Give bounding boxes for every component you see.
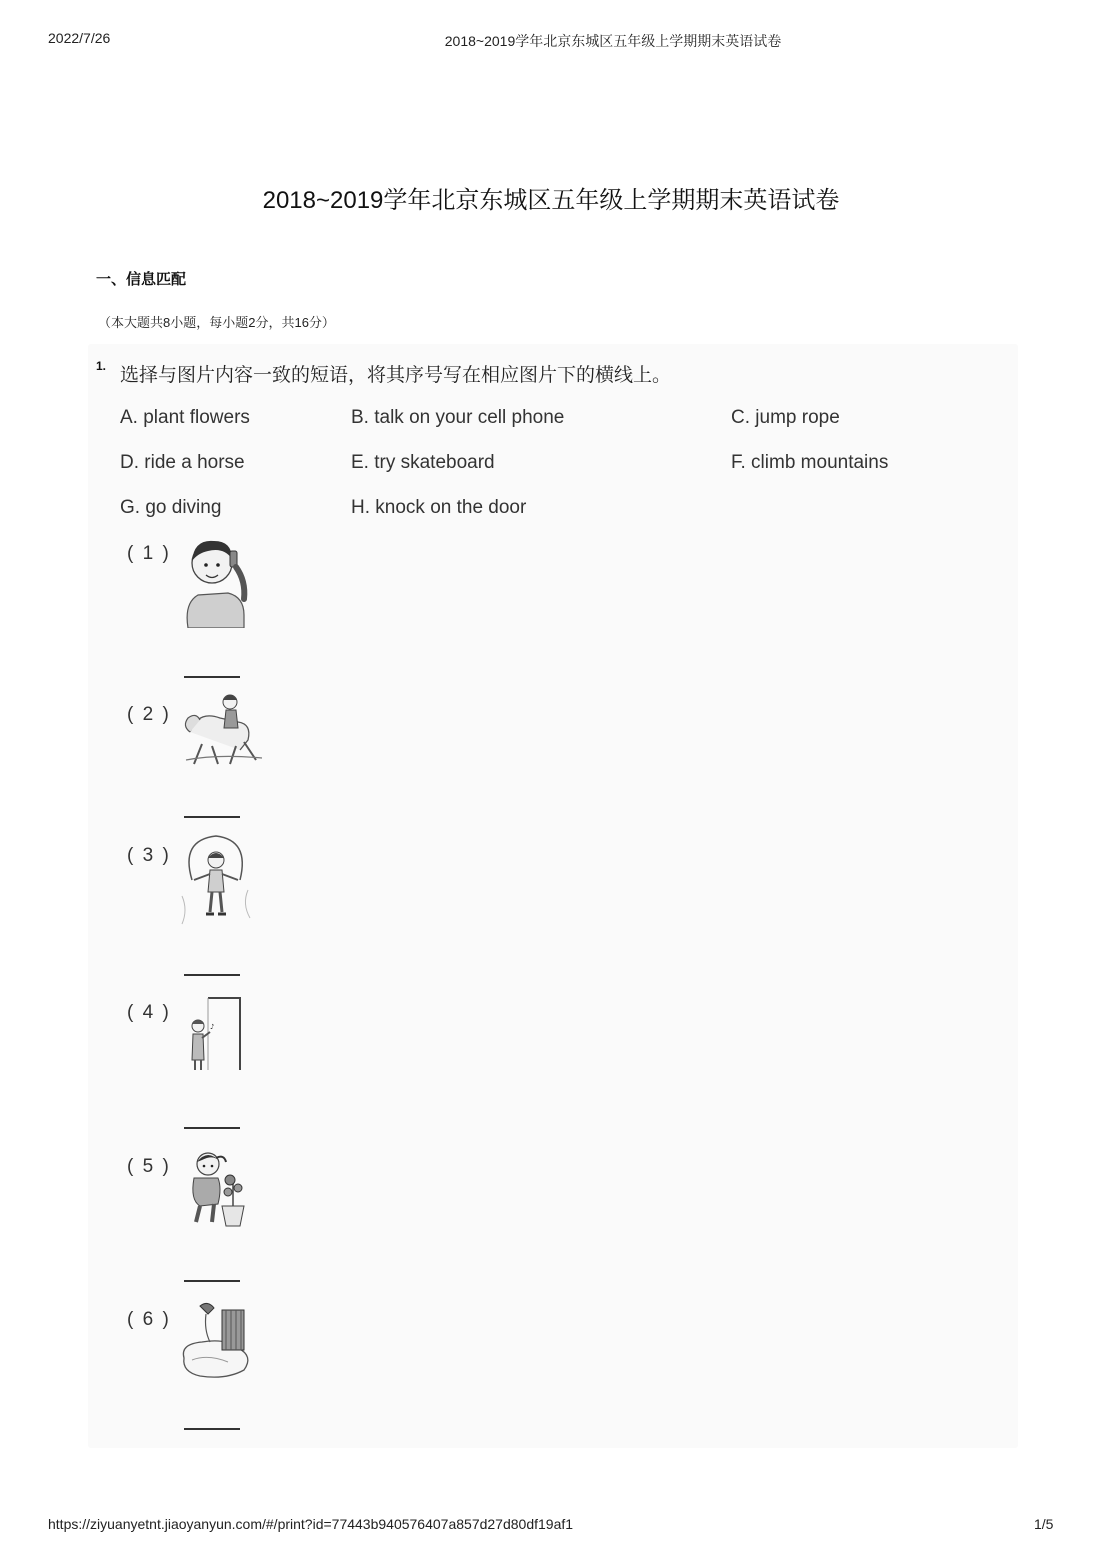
footer-url[interactable]: https://ziyuanyetnt.jiaoyanyun.com/#/print?id=77443b940576407a857d27d80df19af1 [48,1516,574,1532]
water-splash-picture [178,1300,256,1382]
question-number: 1. [96,359,107,373]
answer-blank[interactable] [184,1127,240,1129]
girl-planting-flowers-picture [178,1146,254,1230]
answer-blank[interactable] [184,1280,240,1282]
print-header-title: 2018~2019学年北京东城区五年级上学期期末英语试卷 [444,33,782,49]
item-label: ( 6 ) [127,1309,171,1330]
item-label: ( 4 ) [127,1002,171,1023]
option-h: H. knock on the door [351,497,527,518]
option-c: C. jump rope [731,407,840,428]
answer-blank[interactable] [184,816,240,818]
girl-riding-horse-picture [178,688,270,768]
girl-knocking-door-picture [178,994,244,1074]
answer-blank[interactable] [184,974,240,976]
answer-blank[interactable] [184,676,240,678]
option-g: G. go diving [120,497,222,518]
page-number: 1/5 [1034,1516,1054,1532]
document-title: 2018~2019学年北京东城区五年级上学期期末英语试卷 [262,187,840,214]
option-b: B. talk on your cell phone [351,407,565,428]
print-date: 2022/7/26 [48,30,111,46]
option-d: D. ride a horse [120,452,245,473]
item-label: ( 5 ) [127,1156,171,1177]
option-f: F. climb mountains [731,452,889,473]
option-e: E. try skateboard [351,452,495,473]
section-note: （本大题共8小题，每小题2分，共16分） [98,315,335,330]
item-label: ( 2 ) [127,704,171,725]
item-label: ( 3 ) [127,845,171,866]
item-label: ( 1 ) [127,543,171,564]
girl-jumping-rope-picture [178,830,254,928]
question-instruction: 选择与图片内容一致的短语，将其序号写在相应图片下的横线上。 [120,365,672,386]
option-a: A. plant flowers [120,407,250,428]
boy-talking-on-phone-picture [178,533,258,628]
answer-blank[interactable] [184,1428,240,1430]
section-heading: 一、信息匹配 [96,271,187,288]
svg-text:♪: ♪ [210,1023,215,1031]
